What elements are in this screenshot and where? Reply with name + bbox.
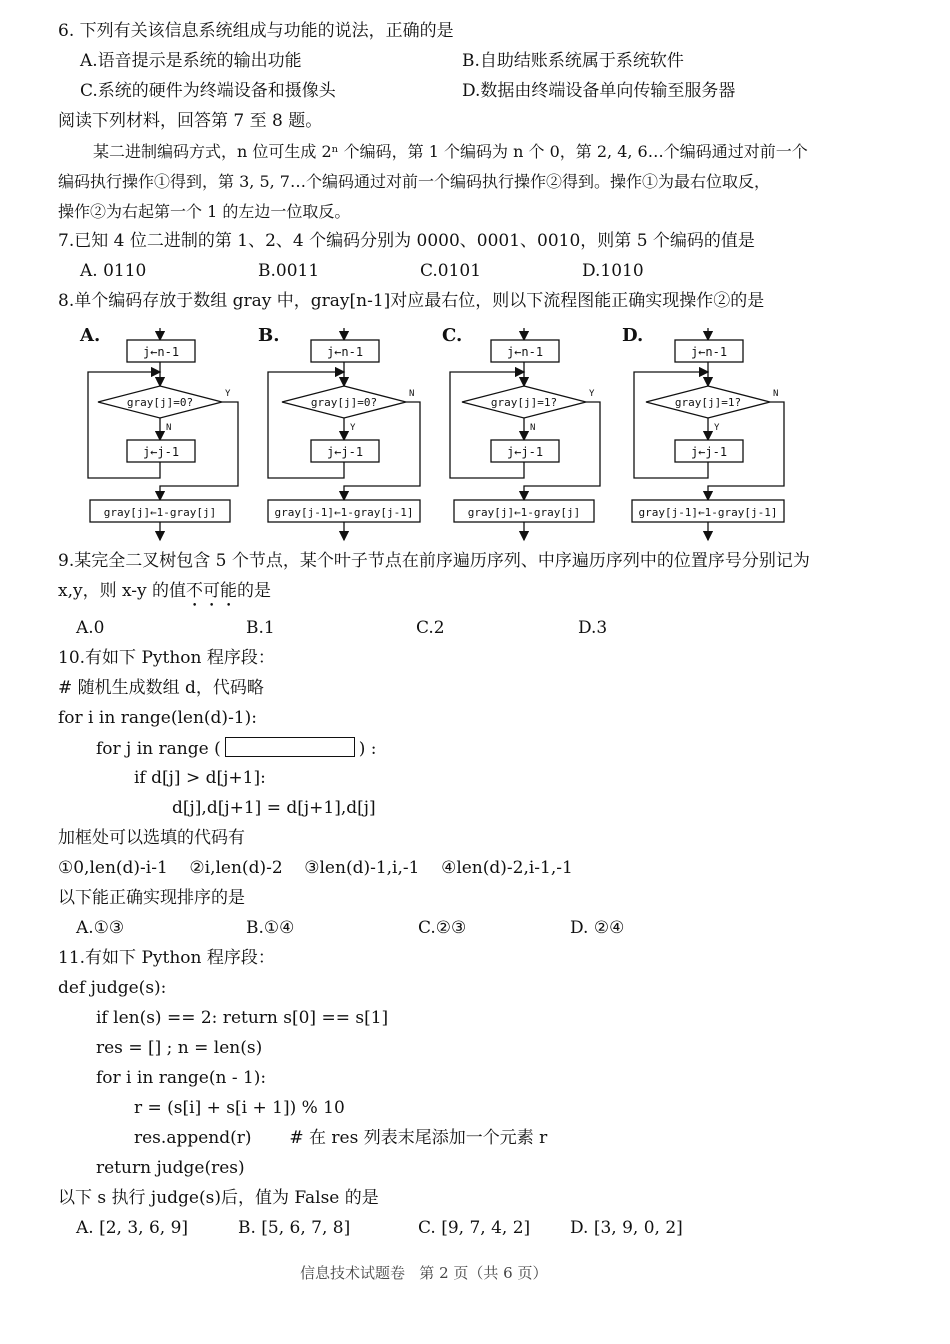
page-footer: 信息技术试题卷 第 2 页（共 6 页） [300, 1264, 548, 1282]
q10-fill-prompt: 加框处可以选填的代码有 [58, 828, 245, 848]
q10-question: 以下能正确实现排序的是 [58, 888, 245, 908]
q11-code-line-2: if len(s) == 2: return s[0] == s[1] [96, 1008, 389, 1028]
flowchart-b [264, 328, 424, 548]
q9-option-c: C.2 [416, 618, 445, 638]
q11-stem: 11.有如下 Python 程序段： [58, 948, 275, 968]
step-text: j←j-1 [506, 445, 544, 459]
condition-text: gray[j]=1? [490, 396, 558, 409]
reading-intro: 阅读下列材料，回答第 7 至 8 题。 [58, 111, 323, 131]
q10-option-b: B.①④ [246, 918, 295, 938]
q10-stem: 10.有如下 Python 程序段： [58, 648, 275, 668]
outer-branch-label: Y [225, 389, 231, 399]
q11-code-line-4: for i in range(n - 1): [96, 1068, 267, 1088]
q9-option-d: D.3 [578, 618, 608, 638]
q10-code-line-3: for j in range ( ) : [96, 739, 377, 759]
flowchart-d-label: D. [622, 325, 644, 346]
q7-stem: 7.已知 4 位二进制的第 1、2、4 个编码分别为 0000、0001、0010，则第 5 个编码的值是 [58, 231, 755, 251]
q10-code-line-5: d[j],d[j+1] = d[j+1],d[j] [172, 798, 376, 818]
q6-option-d: D.数据由终端设备单向传输至服务器 [462, 81, 736, 101]
inner-branch-label: N [530, 423, 536, 433]
q10-option-d: D. ②④ [570, 918, 625, 938]
q6-option-c: C.系统的硬件为终端设备和摄像头 [80, 81, 336, 101]
q6-stem: 6. 下列有关该信息系统组成与功能的说法，正确的是 [58, 21, 454, 41]
q6-option-a: A.语音提示是系统的输出功能 [80, 51, 302, 71]
outer-branch-label: Y [589, 389, 595, 399]
q11-code-line-3: res = [] ; n = len(s) [96, 1038, 263, 1058]
q10-choices: ①0,len(d)-i-1 ②i,len(d)-2 ③len(d)-1,i,-1 ④len(d)-2,i-1,-1 [58, 858, 573, 878]
flowchart-c-label: C. [442, 325, 463, 346]
q7-option-b: B.0011 [258, 261, 320, 281]
reading-line-2: 编码执行操作①得到，第 3, 5, 7…个编码通过对前一个编码执行操作②得到。操作①为最右位取反， [58, 172, 770, 191]
flowchart-c [444, 328, 604, 548]
flowchart-b-label: B. [258, 325, 280, 346]
q10-option-a: A.①③ [76, 918, 125, 938]
outer-branch-label: N [773, 389, 779, 399]
condition-text: gray[j]=0? [126, 396, 194, 409]
q11-code-line-7: return judge(res) [96, 1158, 245, 1178]
step-text: j←j-1 [690, 445, 728, 459]
condition-text: gray[j]=1? [674, 396, 742, 409]
fill-in-blank-box [225, 737, 355, 757]
q9-stem-line-2: x,y，则 x-y 的值不可能的是 [58, 581, 272, 601]
q11-option-c: C. [9, 7, 4, 2] [418, 1218, 531, 1238]
q11-option-b: B. [5, 6, 7, 8] [238, 1218, 351, 1238]
init-text: j←n-1 [142, 345, 180, 359]
emphasis-text: 不可能 [186, 581, 238, 601]
q11-question: 以下 s 执行 judge(s)后，值为 False 的是 [58, 1188, 379, 1208]
flowchart-d [628, 328, 788, 548]
q9-option-b: B.1 [246, 618, 275, 638]
q10-code-line-4: if d[j] > d[j+1]: [134, 768, 266, 788]
flowchart-a-label: A. [80, 325, 101, 346]
reading-line-1: 某二进制编码方式，n 位可生成 2ⁿ 个编码，第 1 个编码为 n 个 0，第 2, 4, 6…个编码通过对前一个 [93, 142, 808, 161]
q9-stem-line-1: 9.某完全二叉树包含 5 个节点，某个叶子节点在前序遍历序列、中序遍历序列中的位置序号分别记为 [58, 551, 810, 571]
q11-option-a: A. [2, 3, 6, 9] [76, 1218, 189, 1238]
inner-branch-label: Y [350, 423, 356, 433]
q10-code-line-2: for i in range(len(d)-1): [58, 708, 257, 728]
q11-code-line-1: def judge(s): [58, 978, 167, 998]
step-text: j←j-1 [142, 445, 180, 459]
init-text: j←n-1 [326, 345, 364, 359]
q8-stem: 8.单个编码存放于数组 gray 中，gray[n-1]对应最右位，则以下流程图能正确实现操作②的是 [58, 291, 765, 311]
outer-branch-label: N [409, 389, 415, 399]
init-text: j←n-1 [506, 345, 544, 359]
operation-text: gray[j]←1-gray[j] [467, 506, 581, 519]
q7-option-d: D.1010 [582, 261, 644, 281]
q7-option-a: A. 0110 [80, 261, 147, 281]
inner-branch-label: N [166, 423, 172, 433]
operation-text: gray[j-1]←1-gray[j-1] [638, 506, 778, 519]
q11-code-line-5: r = (s[i] + s[i + 1]) % 10 [134, 1098, 345, 1118]
q7-option-c: C.0101 [420, 261, 482, 281]
step-text: j←j-1 [326, 445, 364, 459]
init-text: j←n-1 [690, 345, 728, 359]
flowchart-a [80, 328, 240, 548]
operation-text: gray[j]←1-gray[j] [103, 506, 217, 519]
operation-text: gray[j-1]←1-gray[j-1] [274, 506, 414, 519]
q6-option-b: B.自助结账系统属于系统软件 [462, 51, 684, 71]
q10-option-c: C.②③ [418, 918, 467, 938]
inner-branch-label: Y [714, 423, 720, 433]
q9-option-a: A.0 [76, 618, 105, 638]
q11-option-d: D. [3, 9, 0, 2] [570, 1218, 683, 1238]
condition-text: gray[j]=0? [310, 396, 378, 409]
q10-code-line-1: # 随机生成数组 d，代码略 [58, 678, 264, 698]
reading-line-3: 操作②为右起第一个 1 的左边一位取反。 [58, 202, 351, 221]
q11-code-line-6: res.append(r) # 在 res 列表末尾添加一个元素 r [134, 1128, 548, 1148]
